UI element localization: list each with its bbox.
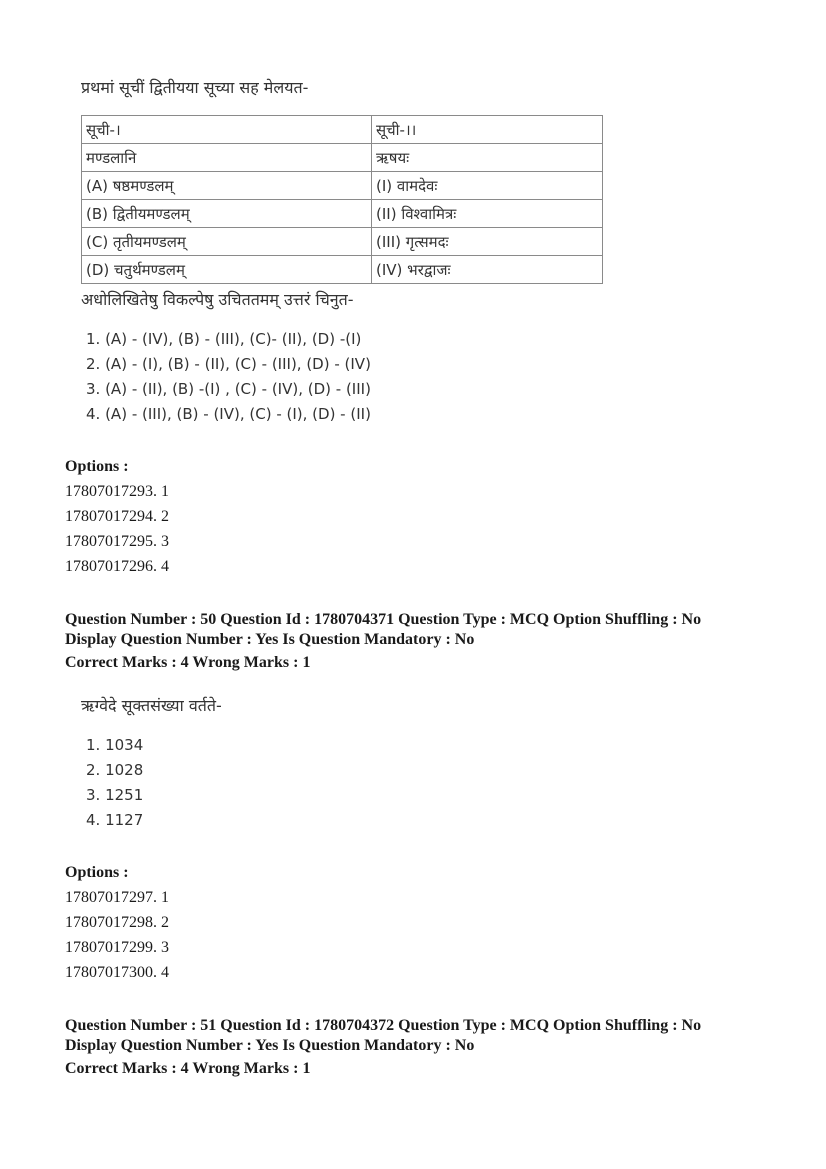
meta-line: Correct Marks : 4 Wrong Marks : 1 — [65, 654, 311, 671]
question-meta — [65, 1016, 701, 1079]
table-cell: (C) तृतीयमण्डलम् — [82, 228, 372, 256]
list-item: 17807017297. 1 — [65, 889, 169, 906]
list-item: 17807017300. 4 — [65, 964, 169, 981]
answer-choices — [86, 733, 143, 833]
table-cell: (D) चतुर्थमण्डलम् — [82, 256, 372, 284]
question-prompt: प्रथमां सूचीं द्वितीयया सूच्या सह मेलयत- — [81, 78, 309, 97]
table-cell: (II) विश्वामित्रः — [372, 200, 603, 228]
options-heading: Options : — [65, 458, 129, 475]
meta-line: Display Question Number : Yes Is Question Mandatory : No — [65, 1037, 475, 1054]
meta-line: Question Number : 50 Question Id : 1780704371 Question Type : MCQ Option Shuffling : No — [65, 611, 702, 628]
list-item: 17807017296. 4 — [65, 558, 169, 575]
list-item: 17807017299. 3 — [65, 939, 169, 956]
meta-line: Question Number : 51 Question Id : 1780704372 Question Type : MCQ Option Shuffling : No — [65, 1017, 702, 1034]
list-item: 17807017298. 2 — [65, 914, 169, 931]
table-cell: (A) षष्ठमण्डलम् — [82, 172, 372, 200]
table-row — [82, 228, 603, 256]
list-item: 4. (A) - (III), (B) - (IV), (C) - (I), (D) - (II) — [86, 405, 371, 423]
table-row — [82, 144, 603, 172]
question-prompt: ऋग्वेदे सूक्तसंख्या वर्तते- — [81, 696, 222, 715]
question-meta — [65, 610, 701, 673]
table-cell: (IV) भरद्वाजः — [372, 256, 603, 284]
table-cell: सूची-। — [82, 116, 372, 144]
question-instruction: अधोलिखितेषु विकल्पेषु उचिततमम् उत्तरं चिनुत- — [81, 290, 354, 309]
list-item: 1. (A) - (IV), (B) - (III), (C)- (II), (D) -(I) — [86, 330, 362, 348]
answer-choices — [86, 327, 371, 427]
table-cell: मण्डलानि — [82, 144, 372, 172]
table-cell: सूची-।। — [372, 116, 603, 144]
table-row — [82, 200, 603, 228]
table-cell: (I) वामदेवः — [372, 172, 603, 200]
list-item: 2. (A) - (I), (B) - (II), (C) - (III), (D) - (IV) — [86, 355, 371, 373]
list-item: 17807017294. 2 — [65, 508, 169, 525]
list-item: 3. (A) - (II), (B) -(I) , (C) - (IV), (D) - (III) — [86, 380, 371, 398]
table-row — [82, 116, 603, 144]
options-list — [65, 885, 169, 985]
table-row — [82, 172, 603, 200]
list-item: 4. 1127 — [86, 811, 144, 829]
meta-line: Correct Marks : 4 Wrong Marks : 1 — [65, 1060, 311, 1077]
list-item: 2. 1028 — [86, 761, 144, 779]
meta-line: Display Question Number : Yes Is Question Mandatory : No — [65, 631, 475, 648]
table-cell: (B) द्वितीयमण्डलम् — [82, 200, 372, 228]
options-list — [65, 479, 169, 579]
options-heading: Options : — [65, 864, 129, 881]
table-cell: ऋषयः — [372, 144, 603, 172]
table-cell: (III) गृत्समदः — [372, 228, 603, 256]
list-item: 17807017295. 3 — [65, 533, 169, 550]
list-item: 3. 1251 — [86, 786, 144, 804]
matching-table — [81, 115, 603, 284]
table-row — [82, 256, 603, 284]
list-item: 17807017293. 1 — [65, 483, 169, 500]
list-item: 1. 1034 — [86, 736, 144, 754]
